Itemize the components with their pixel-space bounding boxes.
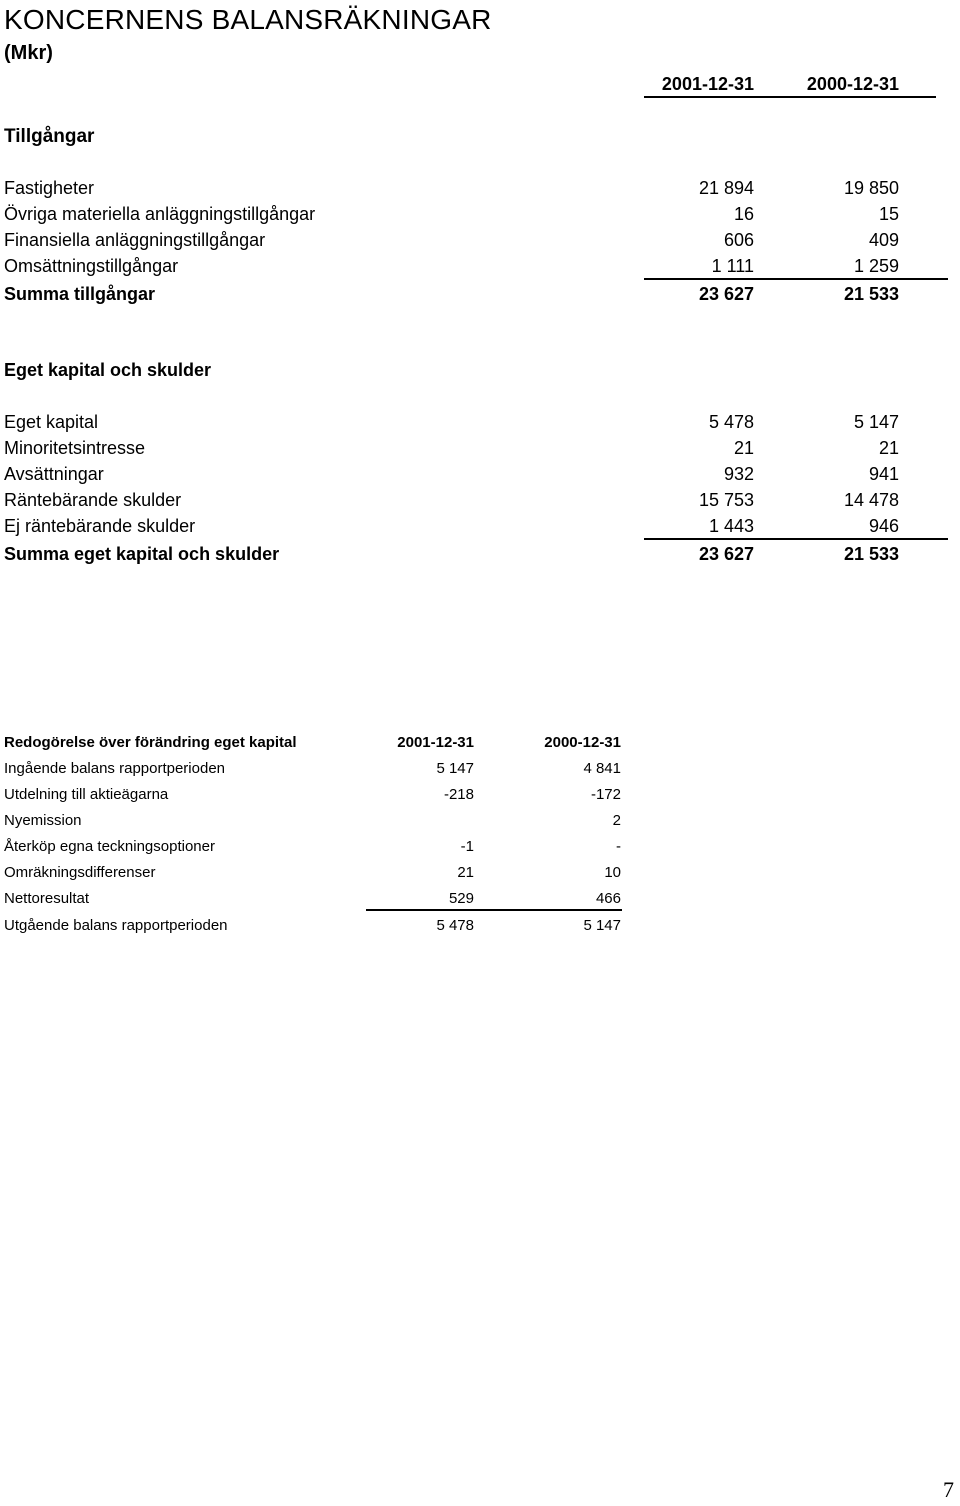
liability-row-label: Minoritetsintresse	[4, 438, 146, 458]
page-title: KONCERNENS BALANSRÄKNINGAR	[4, 4, 492, 35]
asset-row-value-2000: 1 259	[853, 256, 899, 276]
liability-row-value-2000: 946	[868, 516, 899, 536]
asset-row-value-2000: 409	[868, 230, 899, 250]
equity-total-2001: 5 478	[436, 917, 474, 934]
asset-row-label: Fastigheter	[4, 178, 95, 198]
equity-row-value-2001: -1	[460, 838, 474, 855]
equity-total-label: Utgående balans rapportperioden	[4, 917, 228, 934]
asset-row-value-2001: 16	[733, 204, 754, 224]
equity-row-value-2000: -	[616, 838, 621, 855]
liability-row-value-2000: 21	[878, 438, 899, 458]
assets-total-2000: 21 533	[843, 284, 899, 304]
equity-row-value-2000: 466	[595, 890, 621, 907]
assets-total-label: Summa tillgångar	[4, 284, 156, 304]
liability-row-value-2001: 15 753	[698, 490, 754, 510]
equity-row-label: Ingående balans rapportperioden	[4, 760, 226, 777]
equity-row-value-2001: 529	[448, 890, 474, 907]
equity-row-label: Nettoresultat	[4, 890, 90, 907]
liability-row-value-2001: 932	[723, 464, 754, 484]
liability-row-value-2000: 941	[868, 464, 899, 484]
liabilities-total-label: Summa eget kapital och skulder	[4, 544, 280, 564]
equity-row-value-2001: 5 147	[436, 760, 474, 777]
equity-row-value-2000: 2	[612, 812, 621, 829]
page-number: 7	[943, 1477, 954, 1502]
liabilities-sum-rule	[644, 538, 948, 540]
equity-row-label: Nyemission	[4, 812, 82, 829]
liability-row-label: Avsättningar	[4, 464, 104, 484]
assets-sum-rule	[644, 278, 948, 280]
liability-row-label: Eget kapital	[4, 412, 99, 432]
equity-sum-rule	[366, 909, 622, 911]
unit-label: (Mkr)	[4, 42, 53, 64]
equity-total-2000: 5 147	[583, 917, 621, 934]
column-header-2000: 2000-12-31	[806, 74, 899, 94]
asset-row-value-2001: 606	[723, 230, 754, 250]
equity-row-value-2001: -218	[443, 786, 474, 803]
equity-row-label: Omräkningsdifferenser	[4, 864, 156, 881]
liability-row-value-2001: 5 478	[708, 412, 754, 432]
liability-row-value-2001: 1 443	[708, 516, 754, 536]
equity-row-label: Utdelning till aktieägarna	[4, 786, 169, 803]
equity-column-header-2000: 2000-12-31	[544, 734, 621, 751]
equity-row-value-2000: -172	[590, 786, 621, 803]
equity-row-value-2000: 10	[604, 864, 621, 881]
liability-row-value-2000: 5 147	[853, 412, 899, 432]
equity-changes-heading: Redogörelse över förändring eget kapital	[4, 734, 297, 751]
asset-row-label: Övriga materiella anläggningstillgångar	[4, 204, 316, 224]
liability-row-label: Räntebärande skulder	[4, 490, 182, 510]
equity-column-header-2001: 2001-12-31	[397, 734, 474, 751]
liabilities-total-2000: 21 533	[843, 544, 899, 564]
liabilities-heading: Eget kapital och skulder	[4, 360, 212, 380]
equity-row-value-2000: 4 841	[583, 760, 621, 777]
assets-total-2001: 23 627	[698, 284, 754, 304]
column-header-2001: 2001-12-31	[661, 74, 754, 94]
asset-row-value-2001: 1 111	[711, 256, 754, 276]
asset-row-value-2001: 21 894	[698, 178, 754, 198]
equity-row-value-2001: 21	[457, 864, 474, 881]
asset-row-label: Finansiella anläggningstillgångar	[4, 230, 266, 250]
asset-row-value-2000: 19 850	[843, 178, 899, 198]
asset-row-label: Omsättningstillgångar	[4, 256, 179, 276]
asset-row-value-2000: 15	[878, 204, 899, 224]
liability-row-value-2000: 14 478	[843, 490, 899, 510]
liabilities-total-2001: 23 627	[698, 544, 754, 564]
liability-row-label: Ej räntebärande skulder	[4, 516, 196, 536]
assets-heading: Tillgångar	[4, 126, 95, 147]
header-underline	[644, 96, 936, 98]
liability-row-value-2001: 21	[733, 438, 754, 458]
equity-row-label: Återköp egna teckningsoptioner	[4, 838, 215, 855]
